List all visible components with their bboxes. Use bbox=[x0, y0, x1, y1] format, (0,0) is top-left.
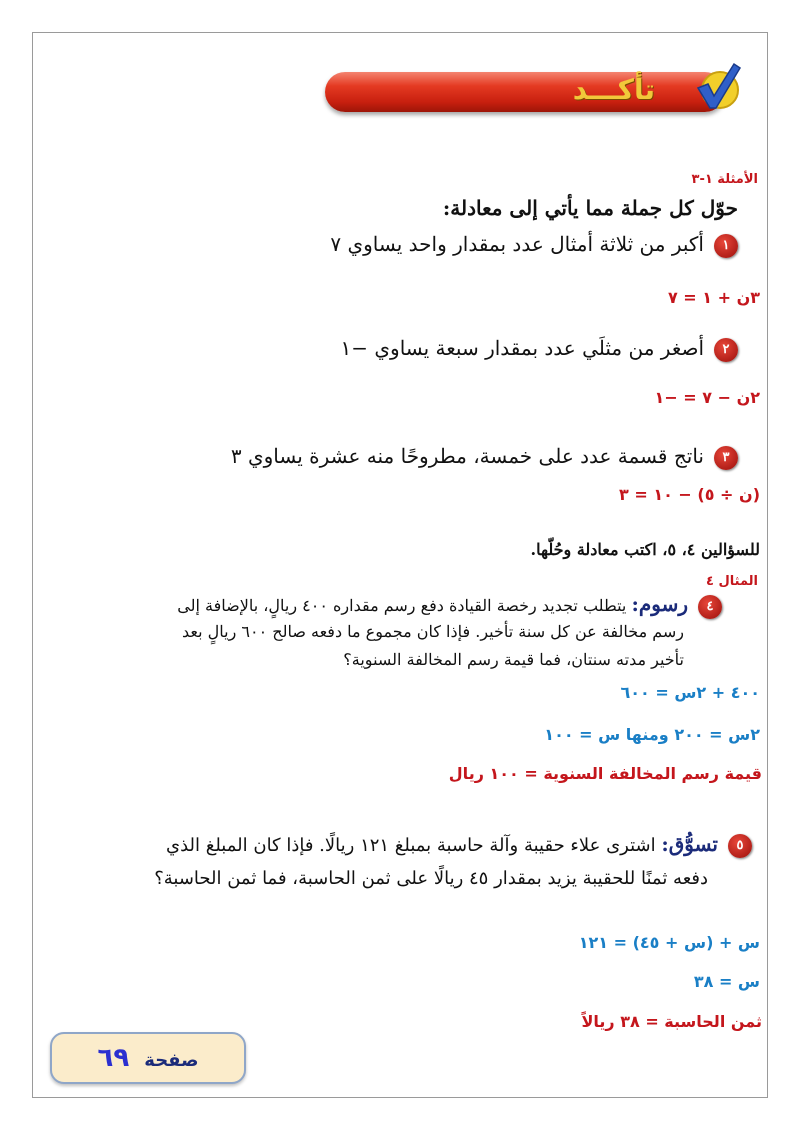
exercise-number: ٥ bbox=[728, 834, 752, 858]
exercise-5-line-1 bbox=[166, 832, 752, 858]
exercise-text: أكبر من ثلاثة أمثال عدد بمقدار واحد يساوي ٧ bbox=[330, 232, 704, 256]
answer-4-equation: ٤٠٠ + ٢س = ٦٠٠ bbox=[620, 683, 760, 702]
answer-5-equation: س + (س + ٤٥) = ١٢١ bbox=[578, 933, 760, 952]
exercise-text: يتطلب تجديد رخصة القيادة دفع رسم مقداره ٤٠٠ ريالٍ، بالإضافة إلى bbox=[177, 596, 627, 615]
page-number-badge bbox=[50, 1032, 246, 1084]
checkmark-icon bbox=[690, 60, 742, 112]
exercise-text: اشترى علاء حقيبة وآلة حاسبة بمبلغ ١٢١ ريالًا. فإذا كان المبلغ الذي bbox=[166, 835, 656, 856]
answer-4-solution: ٢س = ٢٠٠ ومنها س = ١٠٠ bbox=[544, 725, 760, 744]
exercise-4-line-1 bbox=[177, 592, 722, 619]
answer-5-solution: س = ٣٨ bbox=[693, 972, 760, 991]
banner-title: تأكـــد bbox=[572, 73, 655, 106]
answer-1: ٣ن + ١ = ٧ bbox=[667, 288, 760, 307]
section-instruction: حوّل كل جملة مما يأتي إلى معادلة: bbox=[442, 196, 738, 220]
exercise-1 bbox=[330, 232, 738, 258]
exercise-number: ٤ bbox=[698, 595, 722, 619]
exercise-4-line-3: تأخير مدته سنتان، فما قيمة رسم المخالفة السنوية؟ bbox=[343, 650, 684, 669]
exercise-number: ٢ bbox=[714, 338, 738, 362]
exercise-keyword: رسوم: bbox=[631, 592, 688, 616]
example-reference: المثال ٤ bbox=[706, 574, 758, 589]
examples-reference: الأمثلة ١-٣ bbox=[691, 172, 758, 187]
exercise-number: ١ bbox=[714, 234, 738, 258]
exercise-number: ٣ bbox=[714, 446, 738, 470]
exercise-2 bbox=[341, 336, 738, 362]
answer-2: ٢ن − ٧ = −١ bbox=[654, 388, 760, 407]
answer-4-result: قيمة رسم المخالفة السنوية = ١٠٠ ريال bbox=[448, 764, 762, 783]
page-label: صفحة bbox=[144, 1050, 199, 1071]
exercise-5-line-2: دفعه ثمنًا للحقيبة يزيد بمقدار ٤٥ ريالًا على ثمن الحاسبة، فما ثمن الحاسبة؟ bbox=[154, 868, 708, 889]
exercise-keyword: تسوُّق: bbox=[661, 832, 718, 856]
exercise-text: ناتج قسمة عدد على خمسة، مطروحًا منه عشرة يساوي ٣ bbox=[230, 444, 704, 468]
section-banner bbox=[325, 72, 725, 112]
section2-instruction: للسؤالين ٤، ٥، اكتب معادلة وحُلّها. bbox=[530, 540, 760, 559]
answer-3: (ن ÷ ٥) − ١٠ = ٣ bbox=[619, 485, 760, 504]
answer-5-result: ثمن الحاسبة = ٣٨ ريالاً bbox=[581, 1012, 762, 1031]
page-number: ٦٩ bbox=[97, 1043, 130, 1073]
exercise-3 bbox=[231, 444, 738, 470]
exercise-4-line-2: رسم مخالفة عن كل سنة تأخير. فإذا كان مجموع ما دفعه صالح ٦٠٠ ريالٍ بعد bbox=[181, 622, 684, 641]
exercise-text: أصغر من مثلَي عدد بمقدار سبعة يساوي −١ bbox=[340, 336, 704, 360]
